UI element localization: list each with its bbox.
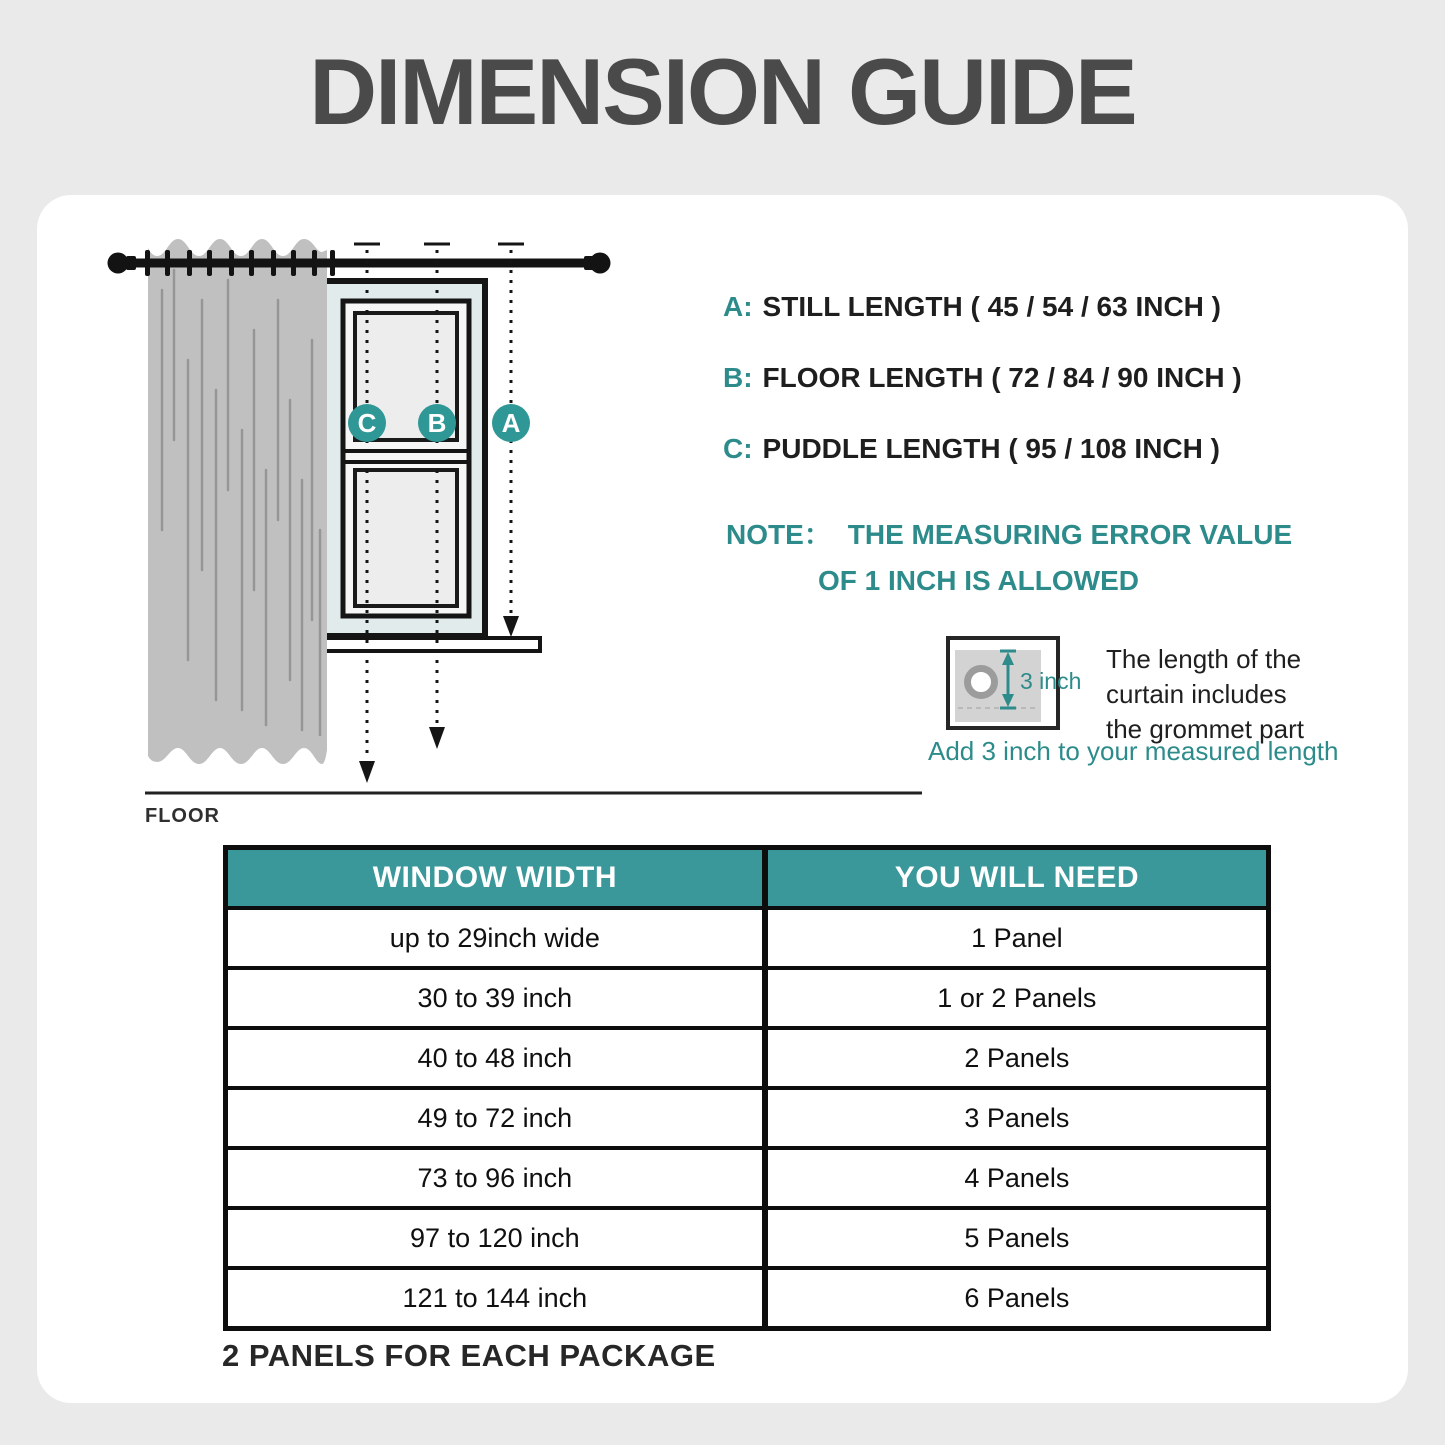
- window-width-cell: 40 to 48 inch: [226, 1028, 765, 1088]
- table-header-you-will-need: YOU WILL NEED: [765, 848, 1269, 909]
- table-row: [226, 908, 1269, 968]
- length-specs: [723, 290, 1242, 503]
- panels-needed-cell: 3 Panels: [765, 1088, 1269, 1148]
- grommet-desc-line2: curtain includes: [1106, 679, 1287, 709]
- table-row: [226, 1028, 1269, 1088]
- marker-a-letter: A: [501, 408, 521, 438]
- marker-b-letter: B: [427, 408, 447, 438]
- panels-needed-cell: 4 Panels: [765, 1148, 1269, 1208]
- table-row: [226, 1148, 1269, 1208]
- spec-line-b: [723, 361, 1242, 395]
- window-width-cell: 49 to 72 inch: [226, 1088, 765, 1148]
- window-width-cell: 97 to 120 inch: [226, 1208, 765, 1268]
- panels-needed-cell: 6 Panels: [765, 1268, 1269, 1329]
- panels-needed-cell: 1 Panel: [765, 908, 1269, 968]
- spec-a-prefix: A:: [723, 291, 753, 322]
- spec-b-text: FLOOR LENGTH ( 72 / 84 / 90 INCH ): [762, 362, 1242, 393]
- grommet-desc-line3: the grommet part: [1106, 714, 1304, 744]
- grommet-add-note: Add 3 inch to your measured length: [928, 736, 1339, 766]
- panels-needed-cell: 1 or 2 Panels: [765, 968, 1269, 1028]
- window-width-cell: 121 to 144 inch: [226, 1268, 765, 1329]
- table-row: [226, 1268, 1269, 1329]
- panels-needed-cell: 2 Panels: [765, 1028, 1269, 1088]
- table-row: [226, 1088, 1269, 1148]
- table-row: [226, 968, 1269, 1028]
- note-line-1: [726, 518, 1293, 552]
- note-block: [726, 518, 1293, 598]
- marker-c-letter: C: [357, 408, 377, 438]
- window-width-cell: up to 29inch wide: [226, 908, 765, 968]
- grommet-description: [1106, 642, 1304, 747]
- spec-c-text: PUDDLE LENGTH ( 95 / 108 INCH ): [762, 433, 1220, 464]
- spec-c-prefix: C:: [723, 433, 753, 464]
- grommet-measure-label: 3 inch: [1020, 668, 1082, 694]
- page-title: DIMENSION GUIDE: [309, 39, 1136, 144]
- table-header-row: [226, 848, 1269, 909]
- measurement-markers: [348, 404, 530, 442]
- note-line-2: OF 1 INCH IS ALLOWED: [818, 565, 1139, 596]
- panels-table: [223, 845, 1271, 1331]
- floor-label: FLOOR: [145, 805, 220, 827]
- window-sill: [320, 638, 540, 651]
- curtain-illustration: [148, 239, 327, 764]
- rod-finial-right: [590, 253, 611, 274]
- note-label: NOTE：: [726, 519, 832, 550]
- grommet-ring: [968, 669, 995, 696]
- window-width-cell: 30 to 39 inch: [226, 968, 765, 1028]
- spec-b-prefix: B:: [723, 362, 753, 393]
- table-row: [226, 1208, 1269, 1268]
- note-line1-text: THE MEASURING ERROR VALUE: [847, 519, 1293, 550]
- spec-line-a: [723, 290, 1242, 324]
- package-note: 2 PANELS FOR EACH PACKAGE: [222, 1338, 716, 1373]
- spec-a-text: STILL LENGTH ( 45 / 54 / 63 INCH ): [762, 291, 1222, 322]
- window-width-cell: 73 to 96 inch: [226, 1148, 765, 1208]
- grommet-desc-line1: The length of the: [1106, 644, 1302, 674]
- window-illustration: [310, 281, 540, 651]
- spec-line-c: [723, 432, 1242, 466]
- panels-needed-cell: 5 Panels: [765, 1208, 1269, 1268]
- rod-finial-left: [108, 253, 129, 274]
- table-header-window-width: WINDOW WIDTH: [226, 848, 765, 909]
